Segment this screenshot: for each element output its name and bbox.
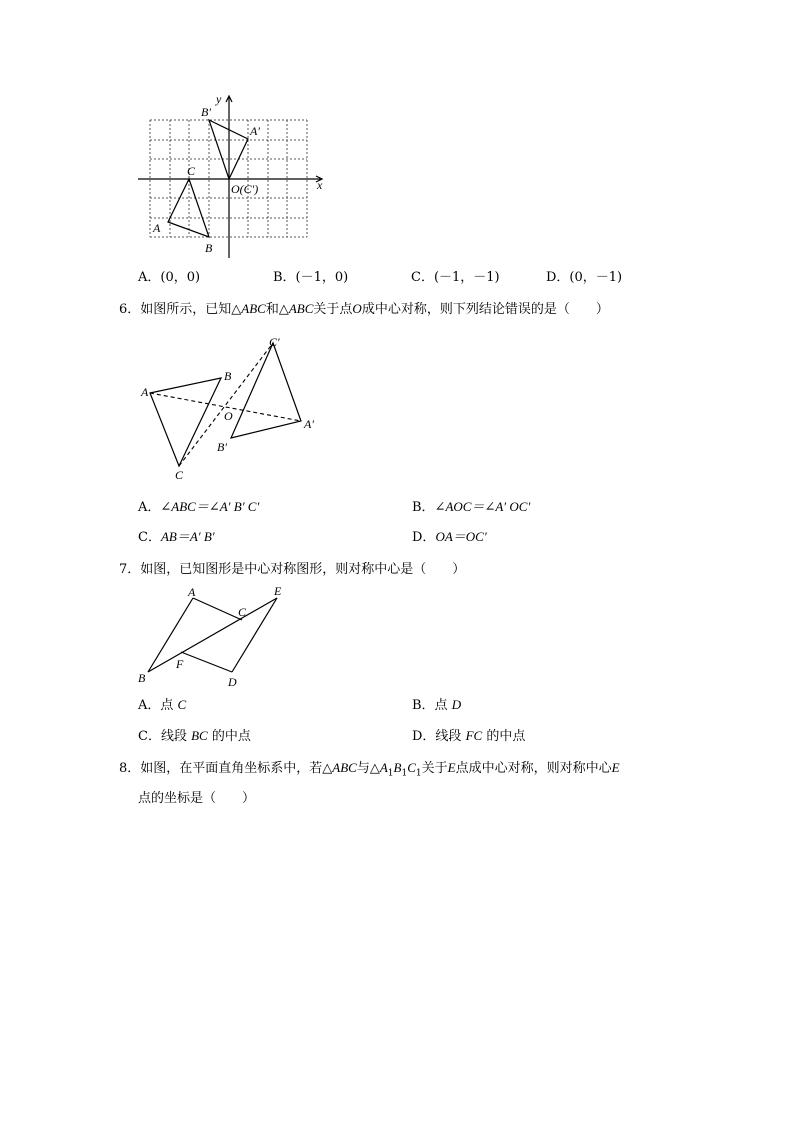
label-o-c-prime: O(C′) — [231, 182, 259, 196]
q7-option-d-tail: 的中点 — [482, 729, 526, 744]
q5-option-d[interactable]: D．(0，－1) — [546, 270, 623, 285]
q6-abc-1: ABC — [241, 301, 266, 316]
q8-abc: ABC — [332, 760, 357, 775]
q6-option-c-text: AB＝A′ B′ — [160, 529, 215, 544]
q8-stem-part1: 如图，在平面直角坐标系中，若△ — [140, 761, 333, 776]
q6-option-d-letter: D． — [412, 530, 436, 545]
q7-stem-text: 如图，已知图形是中心对称图形，则对称中心是（ ） — [140, 562, 466, 577]
q8-stem-line2: 点的坐标是（ ） — [138, 791, 256, 806]
q6-option-a-letter: A． — [138, 500, 161, 515]
q8-sub2: 1 — [401, 768, 408, 779]
q6-stem-part2: 和△ — [265, 302, 289, 317]
q6-option-b-letter: B． — [412, 500, 435, 515]
q6-abc-2: ABC — [288, 301, 314, 316]
q6-stem — [119, 301, 609, 318]
q8-stem-part3: 关于 — [421, 761, 448, 776]
q8-a1: A — [379, 760, 388, 775]
q6-option-d[interactable] — [412, 529, 487, 546]
q6-option-c-letter: C． — [138, 530, 161, 545]
q6-label-c-prime: C′ — [269, 335, 280, 349]
q6-label-a-prime: A′ — [304, 417, 314, 431]
q6-point-o: O — [352, 301, 362, 316]
q6-label-c: C — [175, 468, 184, 482]
q7-figure — [136, 584, 296, 689]
q7-label-b: B — [138, 671, 146, 685]
label-x: x — [317, 178, 323, 192]
q7-lines — [148, 598, 277, 672]
q6-label-b: B — [224, 369, 232, 383]
q7-label-f: F — [176, 657, 184, 671]
q6-number: 6． — [119, 302, 141, 317]
q6-option-c[interactable] — [138, 529, 215, 546]
q7-option-d-math: FC — [465, 728, 483, 743]
q6-option-b-text: ∠AOC＝∠A′ OC′ — [434, 499, 531, 514]
label-a-prime: A′ — [250, 124, 260, 138]
q6-stem-part4: 成中心对称，则下列结论错误的是（ ） — [361, 302, 609, 317]
q8-b1: B — [393, 760, 402, 775]
q5-option-b[interactable]: B．(－1，0) — [273, 270, 349, 285]
q8-e2: E — [611, 760, 620, 775]
q6-figure — [138, 333, 328, 483]
q5-option-c[interactable]: C．(－1，－1) — [411, 270, 500, 285]
label-c: C — [187, 164, 196, 178]
q7-label-d: D — [228, 675, 237, 689]
q5-grid-figure — [135, 92, 335, 255]
q8-sub3: 1 — [415, 768, 422, 779]
q8-c1: C — [407, 760, 416, 775]
q7-option-c[interactable] — [138, 728, 251, 745]
q8-e: E — [447, 760, 456, 775]
q7-option-c-math: BC — [191, 728, 208, 743]
q8-stem-part2: 与△ — [356, 761, 380, 776]
q7-option-a[interactable] — [138, 697, 186, 714]
q5-option-a[interactable]: A．(0，0) — [138, 270, 201, 285]
q6-stem-part1: 如图所示，已知△ — [140, 302, 242, 317]
label-b-prime: B′ — [201, 105, 211, 119]
q7-label-c: C — [238, 605, 247, 619]
q7-option-b[interactable] — [412, 697, 461, 714]
q7-number: 7． — [119, 562, 141, 577]
q7-option-a-math: C — [177, 697, 187, 712]
q7-option-b-text: B．点 — [412, 698, 452, 713]
q7-option-d-text: D．线段 — [412, 729, 466, 744]
q6-option-d-text: OA＝OC′ — [435, 529, 487, 544]
q6-label-b-prime: B′ — [217, 440, 227, 454]
q8-stem-line1 — [119, 760, 620, 777]
q7-option-d[interactable] — [412, 728, 525, 745]
q8-sub1: 1 — [387, 768, 394, 779]
q7-option-b-math: D — [451, 697, 462, 712]
q7-option-c-text: C．线段 — [138, 729, 192, 744]
q7-label-a: A — [188, 585, 196, 599]
q6-stem-part3: 关于点 — [313, 302, 353, 317]
label-y: y — [216, 92, 222, 106]
q7-option-a-text: A．点 — [138, 698, 178, 713]
q6-option-a[interactable] — [138, 499, 259, 516]
q7-stem — [119, 562, 465, 578]
q7-label-e: E — [274, 584, 282, 598]
label-b: B — [205, 241, 213, 255]
label-a: A — [153, 221, 161, 235]
q6-option-b[interactable] — [412, 499, 530, 516]
q8-stem-part4: 点成中心对称，则对称中心 — [455, 761, 612, 776]
q6-label-a: A — [141, 385, 149, 399]
q8-number: 8． — [119, 761, 141, 776]
q6-label-o: O — [224, 409, 233, 423]
q6-option-a-text: ∠ABC＝∠A′ B′ C′ — [160, 499, 260, 514]
q7-option-c-tail: 的中点 — [207, 729, 251, 744]
